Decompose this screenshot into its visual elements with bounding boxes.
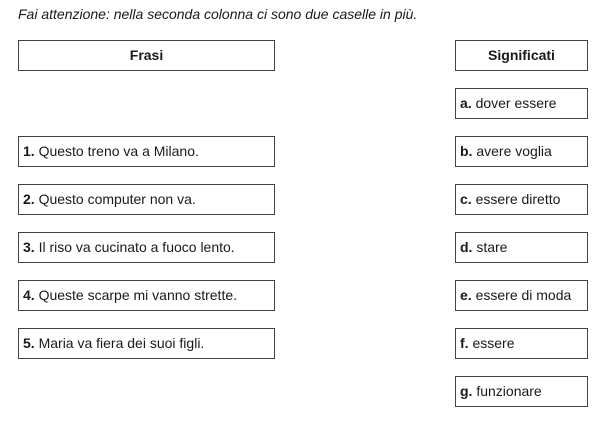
significato-text: funzionare: [476, 383, 542, 399]
significato-box-a: [455, 88, 588, 119]
significato-box-d: [455, 232, 588, 263]
significato-letter: a.: [460, 95, 472, 111]
frase-text: Maria va fiera dei suoi figli.: [38, 335, 205, 351]
significato-letter: c.: [460, 191, 472, 207]
instruction-text: Fai attenzione: nella seconda colonna ci sono due caselle in più.: [18, 6, 418, 22]
significato-letter: g.: [460, 383, 473, 399]
significato-box-e: [455, 280, 588, 311]
significato-letter: d.: [460, 239, 473, 255]
frase-box-4: [18, 280, 275, 311]
frase-text: Questo treno va a Milano.: [38, 143, 199, 159]
significato-box-c: [455, 184, 588, 215]
significato-text: dover essere: [475, 95, 557, 111]
significato-box-f: [455, 328, 588, 359]
frase-number: 5.: [23, 335, 35, 351]
frase-number: 2.: [23, 191, 35, 207]
significato-text: essere diretto: [475, 191, 561, 207]
significato-text: essere: [472, 335, 515, 351]
frase-box-1: [18, 136, 275, 167]
significato-letter: f.: [460, 335, 469, 351]
frase-box-2: [18, 184, 275, 215]
frase-box-3: [18, 232, 275, 263]
frase-text: Questo computer non va.: [38, 191, 196, 207]
header-significati: Significati: [455, 40, 588, 71]
significato-text: stare: [476, 239, 508, 255]
frase-number: 4.: [23, 287, 35, 303]
significato-box-b: [455, 136, 588, 167]
significato-box-g: [455, 376, 588, 407]
frase-text: Queste scarpe mi vanno strette.: [38, 287, 238, 303]
significato-text: essere di moda: [475, 287, 572, 303]
significato-text: avere voglia: [476, 143, 552, 159]
frase-number: 3.: [23, 239, 35, 255]
frase-box-5: [18, 328, 275, 359]
significato-letter: b.: [460, 143, 473, 159]
frase-text: Il riso va cucinato a fuoco lento.: [38, 239, 235, 255]
header-frasi: Frasi: [18, 40, 275, 71]
significato-letter: e.: [460, 287, 472, 303]
frase-number: 1.: [23, 143, 35, 159]
